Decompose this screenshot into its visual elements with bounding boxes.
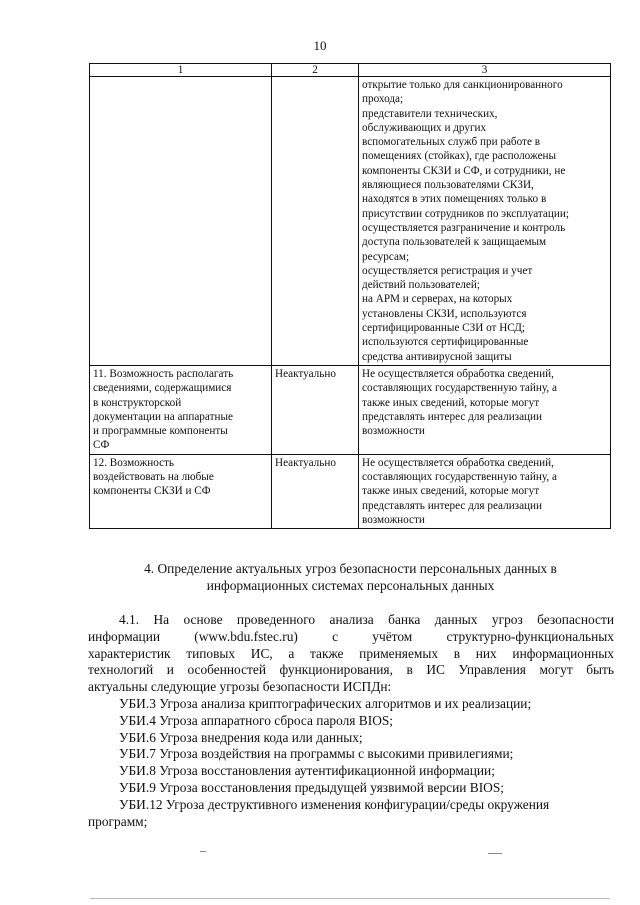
list-item: УБИ.12 Угроза деструктивного изменения конфигурации/среды окружения bbox=[119, 796, 550, 812]
cell-line: действий пользователей; bbox=[362, 279, 480, 292]
paragraph-line: актуальны следующие угрозы безопасности ИСПДн: bbox=[88, 679, 392, 695]
cell-line: представители технических, bbox=[362, 107, 498, 120]
cell-line: доступа пользователей к защищаемым bbox=[362, 236, 547, 249]
cell-line: сведениями, содержащимися bbox=[93, 382, 232, 395]
threat-list bbox=[88, 696, 614, 830]
cell-line: являющиеся пользователями СКЗИ, bbox=[362, 179, 534, 192]
cell-line: установлены СКЗИ, используются bbox=[362, 307, 527, 320]
list-item: УБИ.9 Угроза восстановления предыдущей уязвимой версии BIOS; bbox=[119, 779, 505, 795]
cell-line: Не осуществляется обработка сведений, bbox=[362, 456, 554, 469]
empty-cell bbox=[90, 77, 272, 366]
section-heading bbox=[88, 560, 613, 594]
cell-line: возможности bbox=[362, 425, 425, 438]
cell-line: присутствии сотрудников по эксплуатации; bbox=[362, 207, 569, 220]
column-number-1: 1 bbox=[90, 64, 272, 77]
table-row-continuation bbox=[90, 77, 611, 366]
list-item: УБИ.8 Угроза восстановления аутентификационной информации; bbox=[119, 763, 495, 779]
column-number-3: 3 bbox=[359, 64, 611, 77]
paragraph-line: технологий и особенностей функционирования, в ИС Управления могут быть bbox=[88, 662, 614, 678]
scan-artifact bbox=[90, 898, 610, 899]
cell-line: используются сертифицированные bbox=[362, 336, 529, 349]
list-item: программ; bbox=[88, 813, 148, 829]
list-item: УБИ.3 Угроза анализа криптографических алгоритмов и их реализации; bbox=[119, 696, 532, 711]
cell-line: также иных сведений, которые могут bbox=[362, 485, 540, 498]
justification-cell bbox=[359, 454, 611, 528]
cell-line: вспомогательных служб при работе в bbox=[362, 136, 540, 149]
empty-cell bbox=[272, 77, 359, 366]
cell-line: сертифицированные СЗИ от НСД; bbox=[362, 322, 525, 335]
cell-line: средства антивирусной защиты bbox=[362, 350, 512, 363]
cell-line: на АРМ и серверах, на которых bbox=[362, 293, 513, 306]
paragraph-line: 4.1. На основе проведенного анализа банка данных угроз безопасности bbox=[119, 612, 614, 627]
cell-line: 12. Возможность bbox=[93, 456, 175, 469]
table-row-11 bbox=[90, 365, 611, 454]
column-number-2: 2 bbox=[272, 64, 359, 77]
paragraph-line: информации (www.bdu.fstec.ru) с учётом структурно-функциональных bbox=[88, 628, 614, 644]
justification-cell bbox=[359, 365, 611, 454]
cell-line: Не осуществляется обработка сведений, bbox=[362, 367, 554, 380]
cell-line: осуществляется разграничение и контроль bbox=[362, 221, 566, 234]
cell-line: возможности bbox=[362, 513, 425, 526]
cell-line: также иных сведений, которые могут bbox=[362, 396, 540, 409]
threat-capabilities-table bbox=[89, 63, 611, 529]
cell-line: обслуживающих и других bbox=[362, 121, 487, 134]
cell-line: помещениях (стойках), где расположены bbox=[362, 150, 557, 163]
cell-line: компоненты СКЗИ и СФ bbox=[93, 485, 211, 498]
list-item: УБИ.4 Угроза аппаратного сброса пароля BIOS; bbox=[119, 712, 394, 728]
table-header-row bbox=[90, 64, 611, 77]
cell-line: документации на аппаратные bbox=[93, 410, 233, 423]
cell-line: составляющих государственную тайну, а bbox=[362, 382, 557, 395]
cell-line: осуществляется регистрация и учет bbox=[362, 264, 533, 277]
cell-line: прохода; bbox=[362, 93, 404, 106]
list-item: УБИ.7 Угроза воздействия на программы с высокими привилегиями; bbox=[119, 746, 514, 762]
table-row-12 bbox=[90, 454, 611, 528]
cell-line: составляющих государственную тайну, а bbox=[362, 471, 557, 484]
cell-line: находятся в этих помещениях только в bbox=[362, 193, 547, 206]
relevance-cell: Неактуально bbox=[272, 454, 359, 528]
cell-line: в конструкторской bbox=[93, 396, 182, 409]
list-item: УБИ.6 Угроза внедрения кода или данных; bbox=[119, 729, 363, 745]
relevance-cell: Неактуально bbox=[272, 365, 359, 454]
paragraph-line: характеристик типовых ИС, а также применяемых в них информационных bbox=[88, 645, 614, 661]
continuation-cell bbox=[359, 77, 611, 366]
cell-line: компоненты СКЗИ и СФ, и сотрудники, не bbox=[362, 164, 566, 177]
cell-line: представлять интерес для реализации bbox=[362, 410, 543, 423]
scan-artifact bbox=[488, 853, 502, 854]
heading-line: 4. Определение актуальных угроз безопасности персональных данных в bbox=[144, 561, 557, 576]
heading-line: информационных системах персональных данных bbox=[206, 578, 495, 593]
cell-line: ресурсам; bbox=[362, 250, 410, 263]
cell-line: 11. Возможность располагать bbox=[93, 367, 234, 380]
scan-artifact bbox=[200, 851, 206, 852]
capability-cell bbox=[90, 454, 272, 528]
cell-line: и программные компоненты bbox=[93, 425, 228, 438]
cell-line: представлять интерес для реализации bbox=[362, 499, 543, 512]
page-number: 10 bbox=[313, 38, 327, 53]
capability-cell bbox=[90, 365, 272, 454]
cell-line: открытие только для санкционированного bbox=[362, 79, 563, 91]
body-paragraph bbox=[88, 612, 614, 696]
cell-line: СФ bbox=[93, 439, 110, 452]
cell-line: воздействовать на любые bbox=[93, 471, 214, 484]
